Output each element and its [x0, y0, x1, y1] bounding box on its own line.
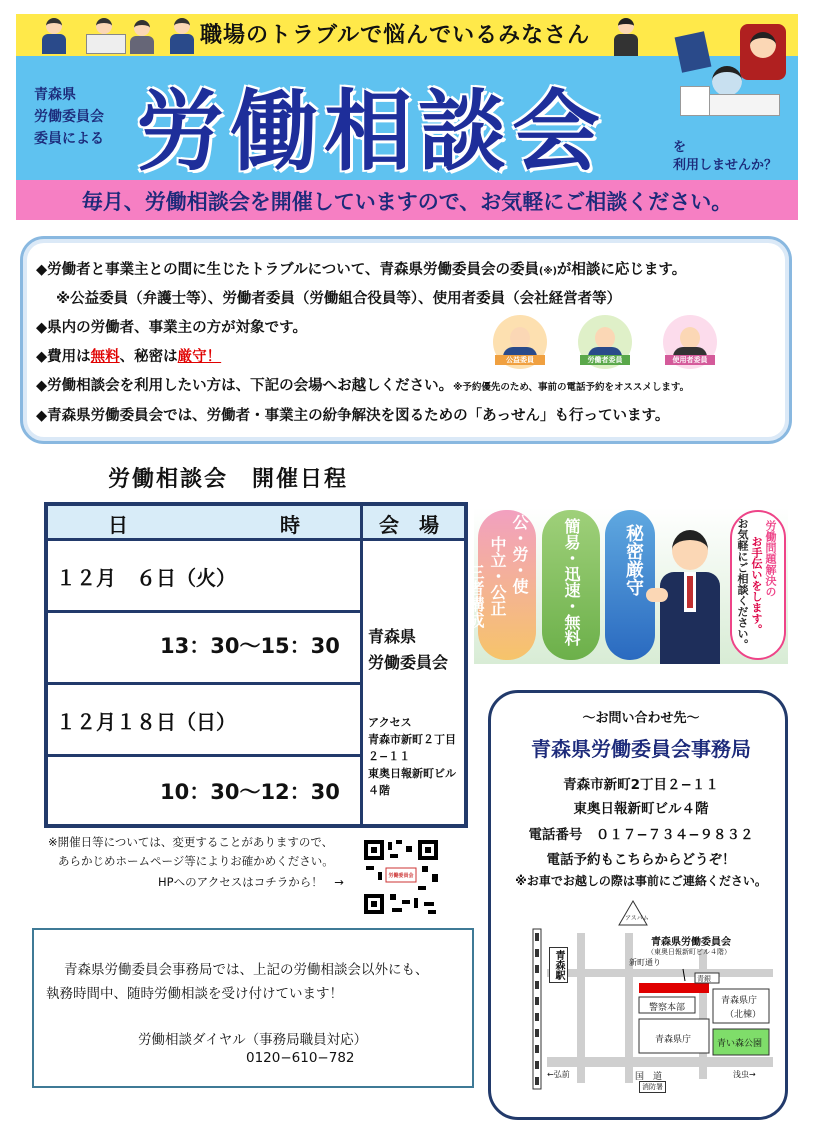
map-office-sub-label: （東奥日報新町ビル４階）: [647, 948, 731, 956]
avatar-public-member: [493, 315, 547, 369]
info-line-3: ◆県内の労働者、事業主の方が対象です。: [36, 320, 307, 336]
avatar-face: [510, 327, 530, 349]
hotline-box: [32, 928, 474, 1088]
map-asunal-label: アスパム: [625, 915, 649, 922]
header-tagline: 毎月、労働相談会を開催していますので、お気軽にご相談ください。: [81, 190, 733, 214]
avatar-label: 労働者委員: [580, 355, 630, 365]
map-police-label: 警察本部: [649, 1003, 686, 1013]
access-line-5: ４階: [368, 784, 390, 797]
info-line-4: [36, 345, 221, 366]
header-subtitle: 職場のトラブルで悩んでいるみなさん: [200, 23, 591, 48]
schedule-title: 労働相談会 開催日程: [108, 467, 349, 492]
avatar-face: [595, 327, 615, 349]
qr-code[interactable]: [362, 838, 440, 916]
schedule-note-2: あらかじめホームページ等によりお確かめください。: [58, 854, 334, 868]
info-line-2: ※公益委員（弁護士等）、労働者委員（労働組合役員等）、使用者委員（会社経営者等）: [56, 291, 622, 307]
date-row-2: １２月１８日（日）: [56, 710, 236, 734]
title-suffix-2: 利用しませんか？: [673, 158, 778, 173]
businessman-illustration: [652, 528, 728, 664]
map-fire-label: 消防署: [639, 1081, 666, 1093]
hotline-phone[interactable]: 0120−610−782: [246, 1050, 355, 1066]
info-line-4-a: ◆費用は: [36, 349, 91, 365]
venue-line-1: 青森県: [368, 627, 417, 646]
contact-address-1: 青森市新町2丁目２−１１: [563, 777, 719, 793]
qr-label: 労働委員会: [388, 873, 414, 879]
time-row-1: 13：30〜15：30: [160, 634, 340, 658]
worried-workers-illustration: [40, 14, 200, 56]
row-divider: [48, 610, 360, 613]
avatar-face: [680, 327, 700, 349]
map-asamushi-label: 浅虫→: [733, 1070, 756, 1079]
pill-tripartite-col3: 三者構成: [466, 564, 485, 628]
map-office-label: 青森県労働委員会: [651, 937, 731, 948]
bubble-col2: お手伝いをします。: [750, 536, 763, 635]
header-time: 時: [280, 513, 300, 537]
org-line-2: 労働委員会: [34, 109, 104, 125]
title-suffix-1: を: [673, 140, 687, 155]
info-line-5: [36, 374, 689, 395]
info-line-1: [36, 258, 686, 279]
map-hirosaki-label: ←弘前: [547, 1070, 570, 1079]
access-line-2: 青森市新町２丁目: [368, 733, 456, 746]
woman-illustration: [612, 14, 642, 56]
map-station-label: 青森駅: [549, 947, 568, 983]
bubble-col1: 労働問題解決の: [764, 520, 777, 597]
venue-line-2: 労働委員会: [368, 653, 449, 672]
access-line-1: アクセス: [368, 716, 412, 729]
schedule-header-venue: [363, 506, 464, 538]
avatar-employer-member: [663, 315, 717, 369]
free-text: 無料: [90, 349, 120, 365]
map-route-label: 国 道: [635, 1072, 663, 1082]
contact-address-2: 東奥日報新町ビル４階: [573, 801, 709, 817]
pill-confidential-text: 秘密厳守: [623, 524, 644, 596]
info-line-4-b: 、秘密は: [119, 349, 178, 365]
org-line-1: 青森県: [34, 87, 76, 103]
avatar-label: 公益委員: [495, 355, 545, 365]
map-bank-label: 青銀: [697, 975, 711, 983]
info-line-5-text: ◆労働相談会を利用したい方は、下記の会場へお越しください。: [36, 378, 454, 394]
info-line-1-text: ◆労働者と事業主との間に生じたトラブルについて、青森県労働委員会の委員: [36, 262, 539, 278]
hotline-line-2: 執務時間中、随時労働相談を受け付けています！: [46, 986, 343, 1002]
map-pref-north-sub-label: （北棟）: [725, 1010, 762, 1020]
avatar-worker-member: [578, 315, 632, 369]
row-divider: [48, 682, 360, 685]
pill-simple-fast-free: [542, 510, 600, 660]
confidential-text: 厳守！: [177, 349, 222, 365]
contact-reserve: 電話予約もこちらからどうぞ！: [546, 852, 736, 868]
header-date: 日: [108, 513, 128, 537]
schedule-table: [44, 502, 468, 828]
map-pref-label: 青森県庁: [655, 1035, 692, 1045]
info-line-1-mark: (※): [539, 266, 557, 277]
stressed-worker-illustration: [670, 22, 790, 130]
row-divider: [48, 754, 360, 757]
header-venue: 会 場: [379, 513, 439, 537]
org-line-3: 委員による: [34, 131, 104, 147]
hotline-line-3: 労働相談ダイヤル（事務局職員対応）: [138, 1032, 368, 1048]
info-line-6: ◆青森県労働委員会では、労働者・事業主の紛争解決を図るための「あっせん」も行っています。: [36, 408, 670, 424]
bubble-col3: お気軽にご相談ください。: [736, 518, 749, 650]
reservation-note: ※予約優先のため、事前の電話予約をオススメします。: [453, 382, 690, 393]
pill-tripartite-col2: 中立・公正: [488, 536, 507, 616]
pill-tripartite: [466, 510, 536, 660]
map-park-label: 青い森公園: [717, 1039, 763, 1049]
date-row-1: １２月 ６日（火）: [56, 566, 236, 590]
access-line-3: ２−１１: [368, 750, 411, 763]
time-row-2: 10：30〜12：30: [160, 780, 340, 804]
schedule-note-1: ※開催日等については、変更することがありますので、: [48, 835, 334, 849]
schedule-header-datetime: [48, 506, 360, 538]
contact-phone[interactable]: 電話番号 ０１７−７３４−９８３２: [528, 827, 754, 843]
contact-heading: 〜お問い合わせ先〜: [582, 711, 700, 726]
column-divider: [360, 506, 363, 824]
info-line-1-end: が相談に応じます。: [556, 262, 687, 278]
contact-box: [488, 690, 788, 1120]
speech-bubble: [730, 510, 786, 660]
map-pref-north-label: 青森県庁: [721, 996, 758, 1006]
row-divider: [48, 538, 464, 541]
contact-name: 青森県労働委員会事務局: [531, 737, 751, 761]
page-title: 労働相談会: [136, 80, 607, 183]
contact-car-note: ※お車でお越しの際は事前にご連絡ください。: [515, 874, 767, 888]
access-line-4: 東奥日報新町ビル: [368, 767, 456, 780]
hotline-line-1: 青森県労働委員会事務局では、上記の労働相談会以外にも、: [64, 962, 429, 978]
avatar-label: 使用者委員: [665, 355, 715, 365]
pill-tripartite-col1: 公・労・使: [510, 514, 529, 594]
access-map: [511, 899, 773, 1095]
pill-simple-text: 簡易・迅速・無料: [562, 518, 581, 646]
hp-access-note: HPへのアクセスはコチラから！ →: [158, 875, 344, 889]
map-street-label: 新町通り: [629, 958, 661, 967]
pill-confidential: [605, 510, 655, 660]
